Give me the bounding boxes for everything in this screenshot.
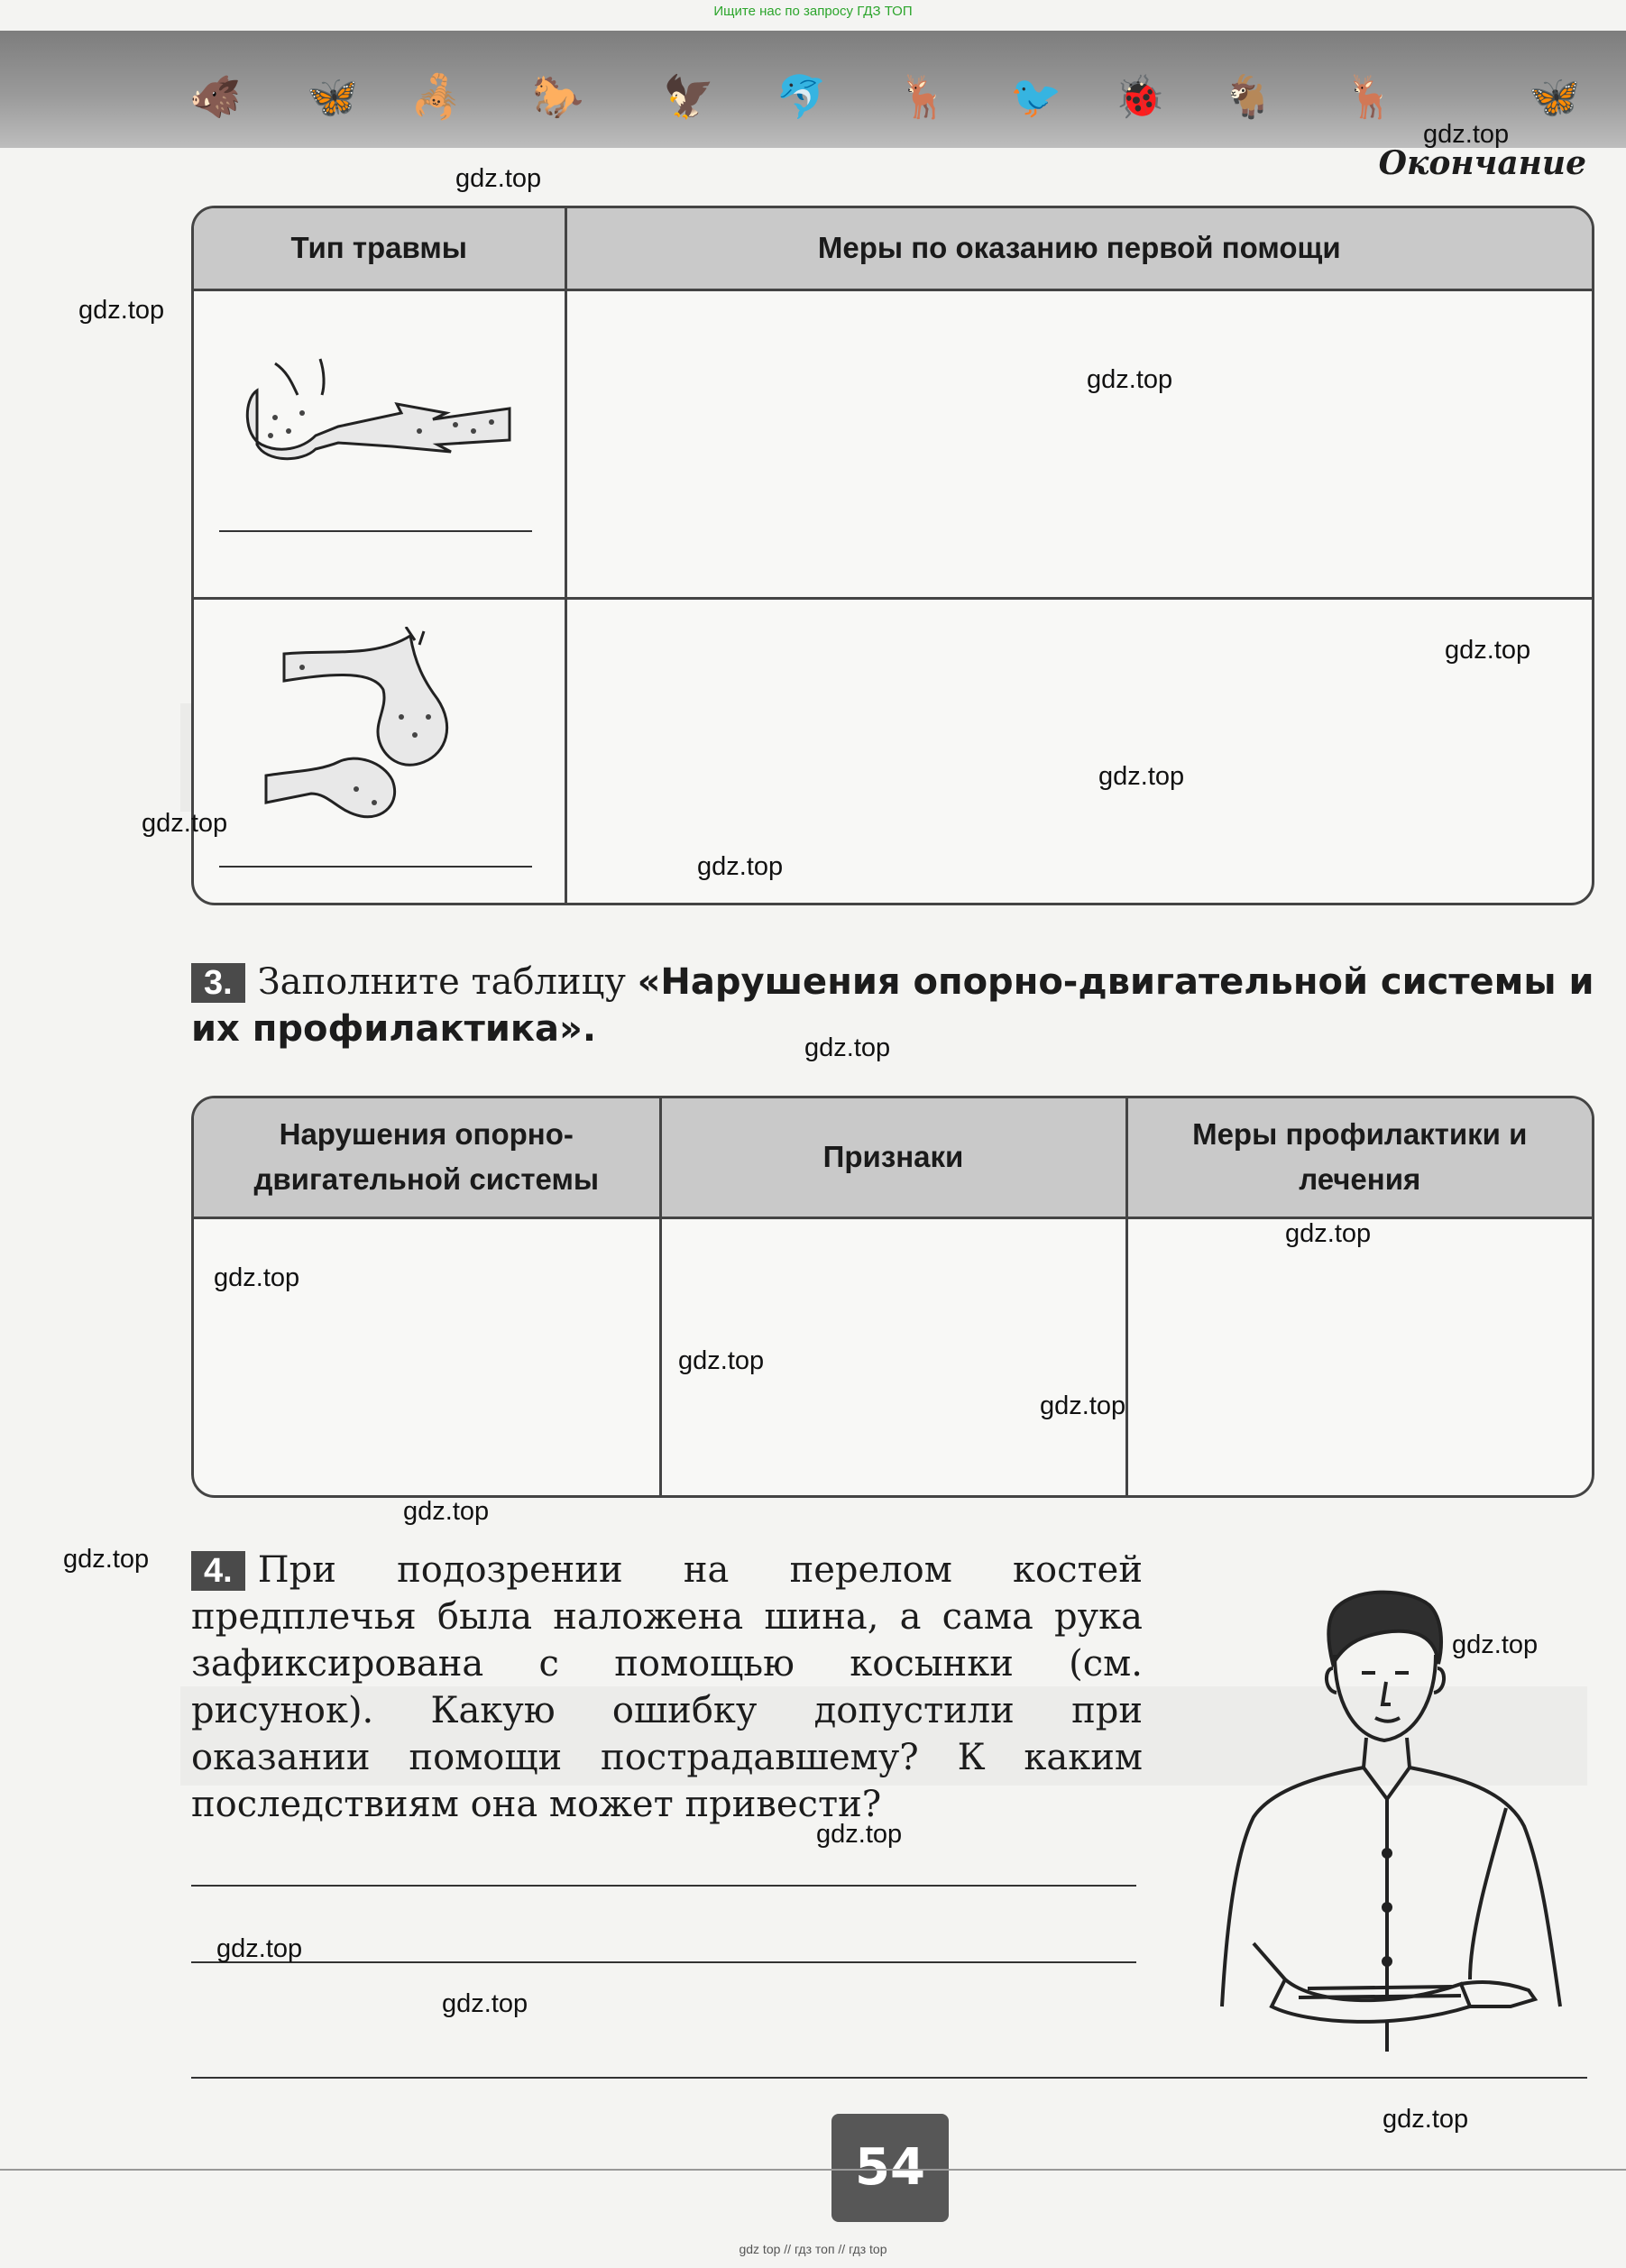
watermark: gdz.top	[216, 1934, 303, 1963]
prevention-cell[interactable]	[1126, 1217, 1592, 1495]
page-number: 54	[831, 2114, 949, 2222]
watermark: gdz.top	[63, 1545, 150, 1574]
watermark: gdz.top	[403, 1497, 490, 1526]
watermark: gdz.top	[1452, 1630, 1539, 1659]
watermark: gdz.top	[78, 296, 165, 325]
scorpion-icon: 🦂	[410, 72, 463, 121]
moose-icon: 🦌	[1344, 72, 1396, 121]
answer-line[interactable]	[191, 1885, 1136, 1887]
watermark: gdz.top	[1087, 365, 1173, 394]
header-prevention: Меры профилактики и лечения	[1126, 1098, 1592, 1217]
disorders-cell[interactable]	[194, 1217, 660, 1495]
task-3-title: «Нарушения опорно-двигательной системы и их профилактика».	[191, 961, 1594, 1050]
bottom-notice: gdz top // гдз топ // гдз top	[739, 2242, 887, 2256]
task-number: 3.	[191, 963, 245, 1003]
first-aid-cell[interactable]	[565, 289, 1592, 598]
task-3-text: Заполните таблицу	[257, 961, 638, 1003]
header-first-aid: Меры по оказанию первой помощи	[565, 208, 1592, 289]
answer-line[interactable]	[191, 1961, 1136, 1963]
injury-table	[191, 206, 1594, 905]
section-suffix: Окончание	[1378, 144, 1586, 182]
task-3-prompt	[191, 959, 1598, 1052]
header-injury-type: Тип травмы	[194, 208, 565, 289]
dolphin-icon: 🐬	[776, 72, 828, 121]
task-4-text: При подозрении на перелом костей предплечья была наложена шина, а сама рука зафиксирована с помощью косынки (см. рисунок). Какую ошибку допустили при оказании помощи пострадавшему? К каким последствиям она может привести?	[191, 1549, 1143, 1825]
task-4-prompt	[191, 1547, 1143, 1828]
goat-icon: 🐐	[1222, 72, 1274, 121]
page-footer-rule	[0, 2169, 1626, 2171]
watermark: gdz.top	[1423, 120, 1510, 149]
watermark: gdz.top	[1445, 636, 1531, 665]
watermark: gdz.top	[442, 1989, 528, 2018]
watermark: gdz.top	[214, 1263, 300, 1292]
butterfly-icon: 🦋	[307, 72, 359, 121]
task-number: 4.	[191, 1551, 245, 1591]
moth-icon: 🦋	[1529, 72, 1581, 121]
answer-line[interactable]	[191, 2077, 1587, 2079]
horse-icon: 🐎	[532, 72, 584, 121]
bird-icon: 🐦	[1010, 72, 1062, 121]
watermark: gdz.top	[1098, 762, 1185, 791]
joint-sprain-icon	[239, 345, 537, 472]
pterosaur-icon: 🦅	[663, 72, 715, 121]
watermark: gdz.top	[678, 1346, 765, 1375]
answer-line[interactable]	[219, 530, 532, 532]
header-banner	[0, 31, 1626, 148]
answer-line[interactable]	[219, 866, 532, 868]
top-notice: Ищите нас по запросу ГДЗ ТОП	[713, 4, 913, 19]
gazelle-icon: 🦌	[897, 72, 950, 121]
watermark: gdz.top	[455, 164, 542, 193]
watermark: gdz.top	[816, 1820, 903, 1849]
header-disorders: Нарушения опорно-двигательной системы	[194, 1098, 660, 1217]
watermark: gdz.top	[1040, 1391, 1126, 1420]
watermark: gdz.top	[142, 809, 228, 838]
injury-type-cell	[194, 598, 565, 903]
watermark: gdz.top	[804, 1033, 891, 1062]
boar-icon: 🐗	[189, 72, 242, 121]
joint-dislocation-icon	[230, 627, 528, 843]
watermark: gdz.top	[1383, 2105, 1469, 2134]
disorders-table	[191, 1096, 1594, 1498]
watermark: gdz.top	[1285, 1219, 1372, 1248]
insect-icon: 🐞	[1114, 72, 1166, 121]
watermark: gdz.top	[697, 852, 784, 881]
injury-type-cell	[194, 289, 565, 598]
header-signs: Признаки	[660, 1098, 1126, 1217]
